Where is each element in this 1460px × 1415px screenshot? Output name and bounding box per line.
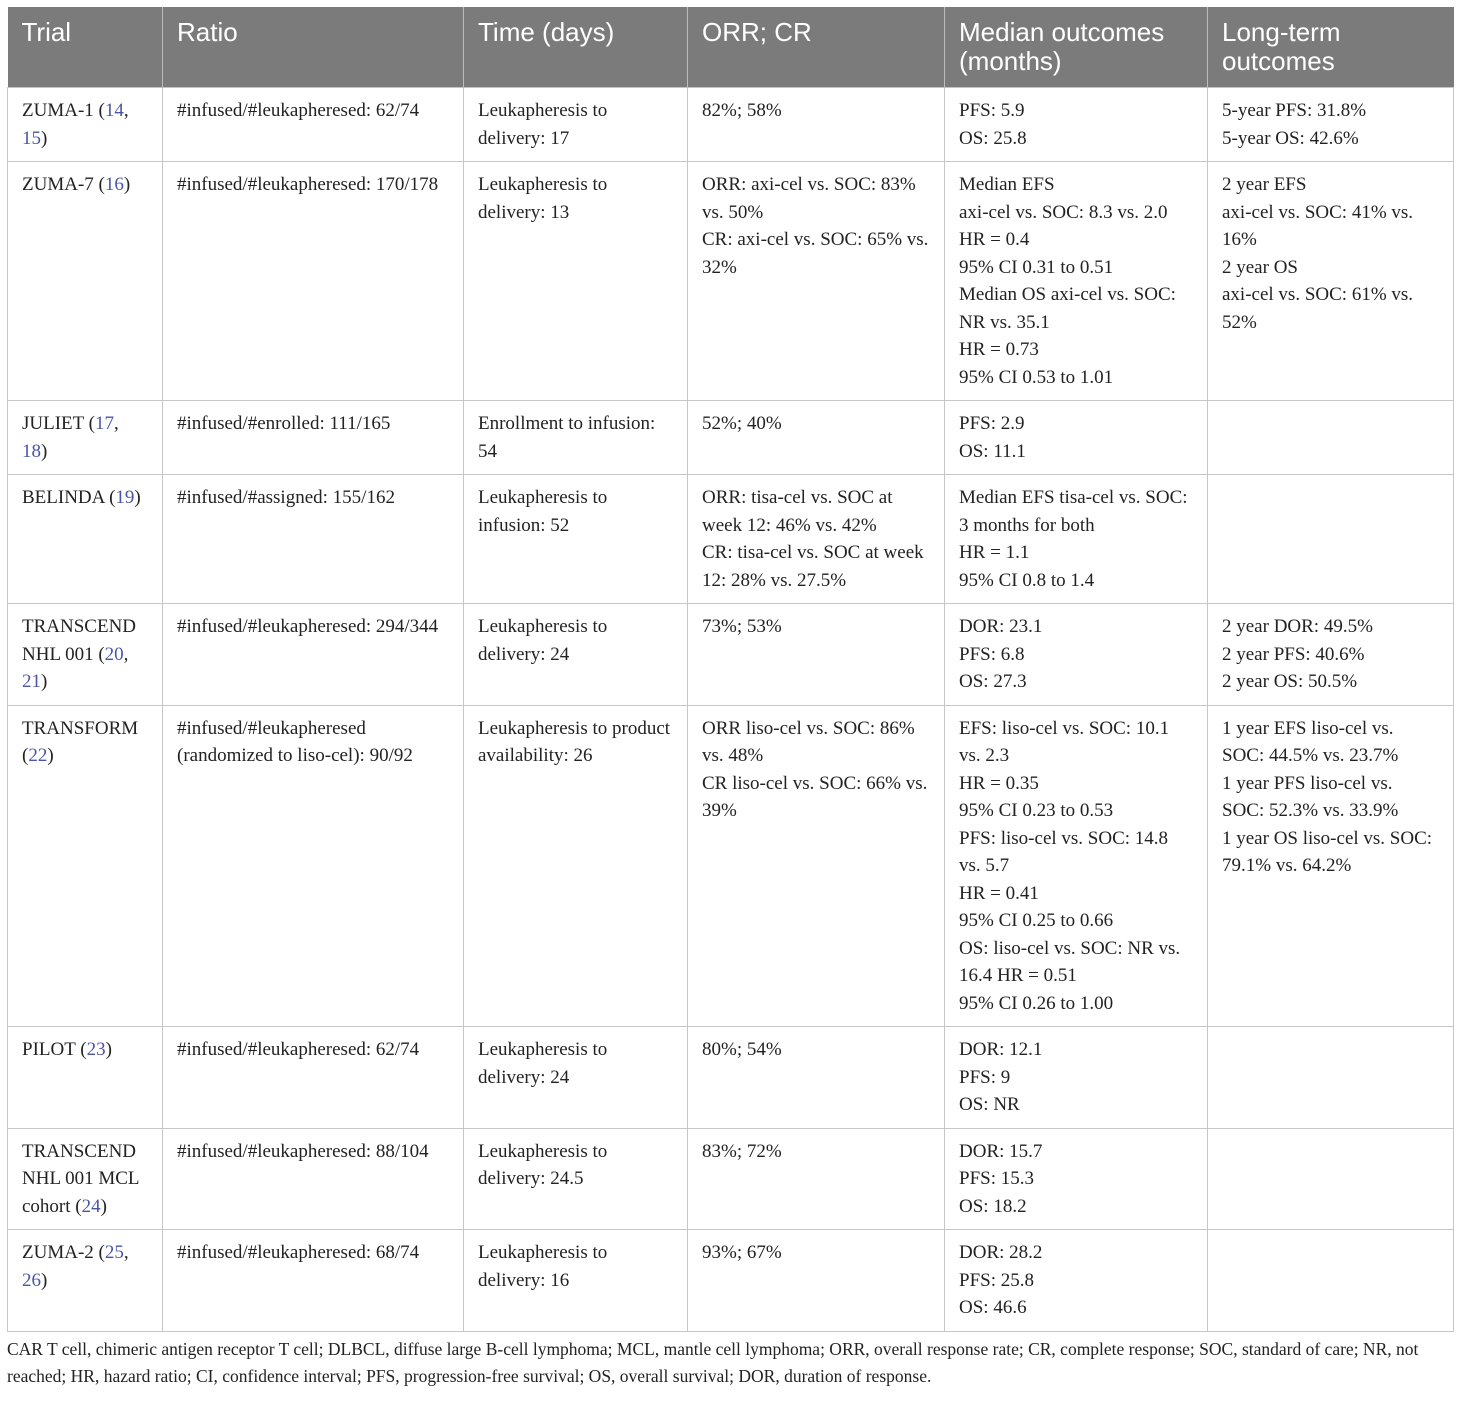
reference-link[interactable]: 22 — [28, 745, 48, 766]
col-header-trial: Trial — [8, 7, 163, 88]
reference-link[interactable]: 14 — [104, 100, 124, 121]
cell-line: #infused/#leukapheresed: 170/178 — [177, 174, 439, 195]
long-term-outcomes-cell — [1208, 705, 1454, 1027]
trials-table — [7, 7, 1454, 1332]
orr-cr-cell — [688, 1230, 945, 1332]
median-outcomes-cell — [945, 705, 1208, 1027]
cell-line: OS: NR — [959, 1094, 1020, 1115]
time-cell — [464, 604, 688, 706]
col-header-median-outcomes: Median outcomes (months) — [945, 7, 1208, 88]
time-cell — [464, 88, 688, 162]
cell-line: CR: tisa-cel vs. SOC at week 12: 28% vs. 27.5% — [702, 542, 924, 591]
orr-cr-cell — [688, 1027, 945, 1129]
trial-name: TRANSCEND NHL 001 — [22, 616, 137, 665]
cell-line: DOR: 15.7 — [959, 1140, 1043, 1162]
reference-link[interactable]: 23 — [86, 1039, 106, 1060]
cell-line: Leukapheresis to infusion: 52 — [478, 487, 608, 536]
time-cell — [464, 475, 688, 604]
cell-line: Enrollment to infusion: 54 — [478, 413, 656, 462]
cell-line: Leukapheresis to product availability: 26 — [478, 717, 671, 766]
cell-line: axi-cel vs. SOC: 8.3 vs. 2.0 — [959, 201, 1168, 223]
median-outcomes-cell — [945, 162, 1208, 401]
table-row — [8, 1027, 1454, 1129]
ratio-cell — [163, 1027, 464, 1129]
cell-line: PFS: 25.8 — [959, 1269, 1034, 1291]
trial-cell — [8, 1128, 163, 1230]
cell-line: HR = 0.35 — [959, 772, 1039, 794]
cell-line: 95% CI 0.53 to 1.01 — [959, 366, 1114, 388]
table-row — [8, 162, 1454, 401]
cell-line: 80%; 54% — [702, 1039, 782, 1060]
cell-line: #infused/#enrolled: 111/165 — [177, 413, 391, 434]
median-outcomes-cell — [945, 1230, 1208, 1332]
reference-link[interactable]: 15 — [22, 127, 41, 149]
cell-line: DOR: 28.2 — [959, 1242, 1043, 1263]
ref-open-paren: ( — [109, 487, 116, 508]
table-row — [8, 1230, 1454, 1332]
cell-line: 2 year EFS — [1222, 174, 1307, 195]
cell-line: CR liso-cel vs. SOC: 66% vs. 39% — [702, 772, 928, 821]
ratio-cell — [163, 604, 464, 706]
long-term-outcomes-cell — [1208, 1128, 1454, 1230]
cell-line: HR = 1.1 — [959, 542, 1030, 563]
median-outcomes-cell — [945, 1027, 1208, 1129]
ref-open-paren: ( — [98, 174, 105, 195]
trial-cell — [8, 162, 163, 401]
cell-line: PFS: liso-cel vs. SOC: 14.8 vs. 5.7 — [959, 827, 1169, 876]
cell-line: 95% CI 0.31 to 0.51 — [959, 256, 1114, 278]
trial-cell — [8, 1027, 163, 1129]
cell-line: 2 year OS: 50.5% — [1222, 671, 1358, 692]
median-outcomes-cell — [945, 475, 1208, 604]
trial-name: BELINDA — [22, 487, 105, 508]
cell-line: HR = 0.4 — [959, 229, 1030, 250]
reference-link[interactable]: 24 — [81, 1195, 101, 1217]
cell-line: axi-cel vs. SOC: 41% vs. 16% — [1222, 201, 1414, 250]
ref-close-paren: ) — [41, 1269, 48, 1291]
reference-link[interactable]: 16 — [104, 174, 124, 195]
ref-close-paren: ) — [47, 745, 54, 766]
ref-open-paren: ( — [22, 745, 29, 766]
ratio-cell — [163, 1230, 464, 1332]
cell-line: Leukapheresis to delivery: 17 — [478, 100, 608, 149]
cell-line: Leukapheresis to delivery: 24 — [478, 1039, 608, 1088]
trial-cell: JULIET (17, 18) — [8, 401, 163, 475]
cell-line: 1 year EFS liso-cel vs. SOC: 44.5% vs. 23.7% — [1222, 717, 1399, 766]
cell-line: 1 year PFS liso-cel vs. SOC: 52.3% vs. 33.9% — [1222, 772, 1399, 821]
table-figure — [7, 7, 1453, 1390]
cell-line: CR: axi-cel vs. SOC: 65% vs. 32% — [702, 229, 929, 278]
trial-name: ZUMA-2 — [22, 1242, 94, 1263]
cell-line: 93%; 67% — [702, 1242, 782, 1263]
trial-name: ZUMA-7 — [22, 174, 94, 195]
cell-line: 83%; 72% — [702, 1140, 782, 1162]
cell-line: 5-year OS: 42.6% — [1222, 127, 1359, 149]
long-term-outcomes-cell — [1208, 1230, 1454, 1332]
ref-close-paren: ) — [100, 1195, 107, 1217]
orr-cr-cell — [688, 162, 945, 401]
ref-open-paren: ( — [80, 1039, 87, 1060]
trial-name: TRANSCEND NHL 001 MCL cohort — [22, 1140, 139, 1217]
cell-line: DOR: 23.1 — [959, 616, 1043, 637]
cell-line: Median OS axi-cel vs. SOC: NR vs. 35.1 — [959, 284, 1176, 333]
time-cell — [464, 401, 688, 475]
cell-line: #infused/#leukapheresed: 294/344 — [177, 616, 439, 637]
cell-line: 2 year OS — [1222, 256, 1298, 278]
ref-open-paren: ( — [88, 413, 95, 434]
table-row — [8, 1128, 1454, 1230]
cell-line: 95% CI 0.26 to 1.00 — [959, 992, 1114, 1014]
table-row — [8, 604, 1454, 706]
ratio-cell — [163, 475, 464, 604]
ref-open-paren: ( — [75, 1195, 82, 1217]
orr-cr-cell — [688, 475, 945, 604]
time-cell — [464, 162, 688, 401]
reference-link[interactable]: 25 — [104, 1242, 124, 1263]
cell-line: #infused/#leukapheresed (randomized to liso-cel): 90/92 — [177, 717, 413, 766]
cell-line: 95% CI 0.8 to 1.4 — [959, 569, 1095, 591]
trial-name: ZUMA-1 — [22, 100, 94, 121]
long-term-outcomes-cell — [1208, 401, 1454, 475]
median-outcomes-cell — [945, 604, 1208, 706]
reference-link[interactable]: 21 — [22, 671, 41, 692]
table-row — [8, 475, 1454, 604]
header-row — [8, 7, 1454, 88]
table-row — [8, 401, 1454, 475]
cell-line: OS: liso-cel vs. SOC: NR vs. 16.4 HR = 0.51 — [959, 937, 1181, 986]
table-footnote: CAR T cell, chimeric antigen receptor T cell; DLBCL, diffuse large B-cell lymphoma; MCL, mantle cell lymphoma; ORR, overall response rate; CR, complete response; SOC, standard of care; NR, not reached; HR, hazard ratio; CI, confidence interval; PFS, progression-free survival; OS, overall survival; DOR, duration of response. — [7, 1338, 1419, 1386]
cell-line: 52%; 40% — [702, 413, 782, 434]
ref-close-paren: ) — [41, 127, 48, 149]
time-cell — [464, 1230, 688, 1332]
ref-open-paren: ( — [98, 1242, 105, 1263]
ref-close-paren: ) — [105, 1039, 112, 1060]
table-row — [8, 88, 1454, 162]
col-header-long-term-outcomes: Long-term outcomes — [1208, 7, 1454, 88]
reference-link[interactable]: 26 — [22, 1269, 41, 1291]
time-cell — [464, 705, 688, 1027]
ratio-cell — [163, 705, 464, 1027]
reference-link[interactable]: 18 — [22, 440, 41, 462]
cell-line: EFS: liso-cel vs. SOC: 10.1 vs. 2.3 — [959, 717, 1170, 766]
col-header-orr-cr: ORR; CR — [688, 7, 945, 88]
ratio-cell — [163, 162, 464, 401]
cell-line: 5-year PFS: 31.8% — [1222, 100, 1367, 121]
cell-line: #infused/#assigned: 155/162 — [177, 487, 395, 508]
reference-link[interactable]: 17 — [95, 413, 114, 434]
cell-line: 1 year OS liso-cel vs. SOC: 79.1% vs. 64.2% — [1222, 827, 1433, 876]
cell-line: 82%; 58% — [702, 100, 782, 121]
cell-line: 73%; 53% — [702, 616, 782, 637]
trial-cell: ZUMA-2 (25, 26) — [8, 1230, 163, 1332]
ref-open-paren: ( — [98, 100, 105, 121]
cell-line: 95% CI 0.25 to 0.66 — [959, 910, 1114, 931]
cell-line: PFS: 15.3 — [959, 1168, 1034, 1189]
trial-cell — [8, 705, 163, 1027]
col-header-ratio: Ratio — [163, 7, 464, 88]
ref-close-paren: ) — [41, 440, 48, 462]
table-body — [8, 88, 1454, 1332]
trial-cell: TRANSCEND NHL 001 (20, 21) — [8, 604, 163, 706]
col-header-time: Time (days) — [464, 7, 688, 88]
cell-line: OS: 25.8 — [959, 127, 1027, 149]
long-term-outcomes-cell — [1208, 475, 1454, 604]
cell-line: 2 year PFS: 40.6% — [1222, 643, 1365, 665]
median-outcomes-cell — [945, 401, 1208, 475]
cell-line: Leukapheresis to delivery: 16 — [478, 1242, 608, 1291]
cell-line: OS: 27.3 — [959, 671, 1027, 692]
orr-cr-cell — [688, 401, 945, 475]
cell-line: Leukapheresis to delivery: 13 — [478, 174, 608, 223]
long-term-outcomes-cell — [1208, 1027, 1454, 1129]
orr-cr-cell — [688, 88, 945, 162]
cell-line: axi-cel vs. SOC: 61% vs. 52% — [1222, 284, 1414, 333]
cell-line: ORR: tisa-cel vs. SOC at week 12: 46% vs. 42% — [702, 487, 893, 536]
cell-line: Median EFS — [959, 174, 1055, 195]
ratio-cell — [163, 401, 464, 475]
cell-line: HR = 0.41 — [959, 882, 1039, 904]
median-outcomes-cell — [945, 88, 1208, 162]
ref-close-paren: ) — [134, 487, 141, 508]
time-cell — [464, 1027, 688, 1129]
cell-line: ORR: axi-cel vs. SOC: 83% vs. 50% — [702, 174, 916, 223]
orr-cr-cell — [688, 604, 945, 706]
long-term-outcomes-cell — [1208, 88, 1454, 162]
cell-line: PFS: 2.9 — [959, 413, 1025, 434]
cell-line: #infused/#leukapheresed: 62/74 — [177, 100, 420, 121]
cell-line: PFS: 9 — [959, 1066, 1011, 1088]
ref-open-paren: ( — [98, 643, 105, 665]
cell-line: OS: 11.1 — [959, 440, 1026, 462]
ratio-cell — [163, 1128, 464, 1230]
table-row — [8, 705, 1454, 1027]
cell-line: HR = 0.73 — [959, 339, 1039, 360]
cell-line: PFS: 5.9 — [959, 100, 1025, 121]
cell-line: 2 year DOR: 49.5% — [1222, 616, 1373, 637]
trial-cell: ZUMA-1 (14, 15) — [8, 88, 163, 162]
orr-cr-cell — [688, 1128, 945, 1230]
reference-link[interactable]: 19 — [115, 487, 135, 508]
trial-cell — [8, 475, 163, 604]
cell-line: DOR: 12.1 — [959, 1039, 1043, 1060]
cell-line: OS: 18.2 — [959, 1195, 1027, 1217]
time-cell — [464, 1128, 688, 1230]
cell-line: PFS: 6.8 — [959, 643, 1025, 665]
cell-line: #infused/#leukapheresed: 68/74 — [177, 1242, 420, 1263]
cell-line: OS: 46.6 — [959, 1297, 1027, 1318]
cell-line: ORR liso-cel vs. SOC: 86% vs. 48% — [702, 717, 915, 766]
long-term-outcomes-cell — [1208, 604, 1454, 706]
ref-close-paren: ) — [123, 174, 131, 195]
median-outcomes-cell — [945, 1128, 1208, 1230]
cell-line: Leukapheresis to delivery: 24 — [478, 616, 608, 665]
trial-name: JULIET — [22, 413, 84, 434]
cell-line: Leukapheresis to delivery: 24.5 — [478, 1140, 608, 1189]
orr-cr-cell — [688, 705, 945, 1027]
reference-link[interactable]: 20 — [104, 643, 124, 665]
trial-name: PILOT — [22, 1039, 76, 1060]
ref-close-paren: ) — [41, 671, 48, 692]
long-term-outcomes-cell — [1208, 162, 1454, 401]
cell-line: Median EFS tisa-cel vs. SOC: 3 months for both — [959, 487, 1188, 536]
cell-line: #infused/#leukapheresed: 62/74 — [177, 1039, 420, 1060]
trial-name: TRANSFORM — [22, 717, 139, 739]
cell-line: #infused/#leukapheresed: 88/104 — [177, 1140, 429, 1162]
ratio-cell — [163, 88, 464, 162]
cell-line: 95% CI 0.23 to 0.53 — [959, 800, 1114, 821]
